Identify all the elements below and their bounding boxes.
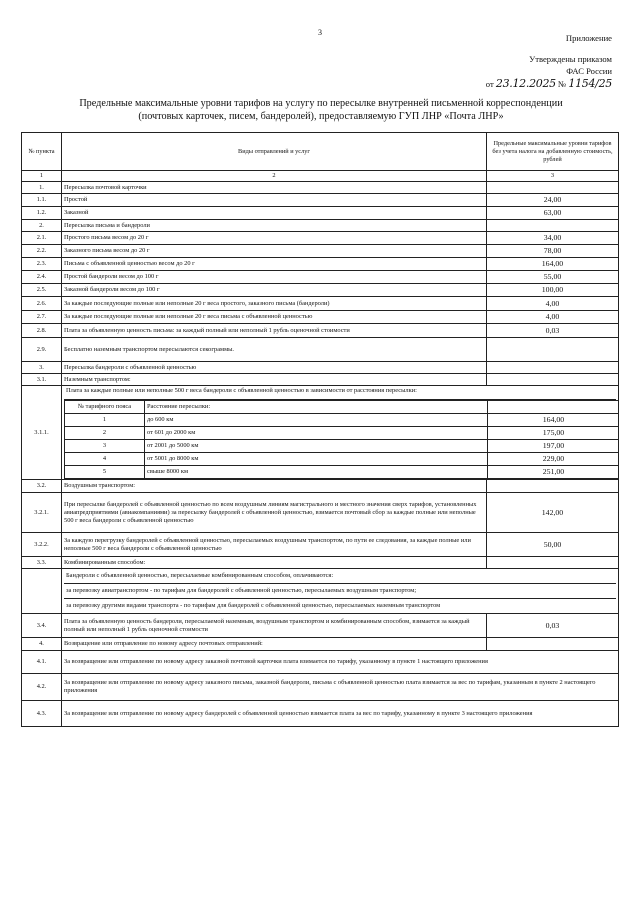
belt-number: 3 [65, 440, 145, 453]
tariff-price [487, 374, 619, 386]
belt-price: 251,00 [488, 466, 619, 479]
tariff-price [487, 638, 619, 651]
service-text: Пересылка почтовой карточки [62, 182, 487, 194]
item-number: 3.2.1. [22, 493, 62, 533]
table-row-3-2-1 [22, 493, 619, 533]
table-row-4-3 [22, 701, 619, 727]
service-text: Простой бандероли весом до 100 г [62, 271, 487, 284]
col-number: 1 [22, 171, 62, 182]
table-row-2-2 [22, 245, 619, 258]
table-row-3-4 [22, 614, 619, 638]
table-row-4 [22, 638, 619, 651]
service-text: Простой [62, 194, 487, 207]
tariff-price: 24,00 [487, 194, 619, 207]
item-number: 2.1. [22, 232, 62, 245]
item-number: 3.1. [22, 374, 62, 386]
belt-distance: от 5001 до 8000 км [145, 453, 488, 466]
table-row-3-2 [22, 480, 619, 493]
combined-line-3: за перевозку другими видами транспорта - по тарифам для бандеролей с объявленной ценностью, пересылаемых наземным транспортом [66, 602, 441, 609]
service-text: Плата за объявленную ценность письма: за каждый полный или неполный 1 рубль оценочной стоимости [62, 324, 487, 338]
belt-number-header: № тарифного пояса [65, 401, 145, 414]
header-tariff-level: Предельные максимальные уровни тарифов без учета налога на добавленную стоимость, рублей [487, 133, 619, 171]
item-number: 3.2. [22, 480, 62, 493]
service-text: При пересылке бандеролей с объявленной ценностью по всем воздушным линиям магистрального и местного значения сверх тарифов, установленных авиапредприятиями (авиакомпаниями) за пересылку бандеролей с объявленной ценностью, взимается почтовый сбор за каждые полные или неполные 500 г веса бандероли с объявленной ценностью [62, 493, 487, 533]
service-text: Плата за объявленную ценность бандероли, пересылаемой наземным, воздушным транспортом и комбинированным способом, взимается за каждый полный или неполный 1 рубль оценочной стоимости [62, 614, 487, 638]
tariff-price: 142,00 [487, 493, 619, 533]
order-number: 1154/25 [568, 76, 612, 90]
tariff-price: 4,00 [487, 311, 619, 324]
header-service-type: Виды отправлений и услуг [62, 133, 487, 171]
table-row-3 [22, 362, 619, 374]
item-number: 4.3. [22, 701, 62, 727]
tariff-price: 4,00 [487, 297, 619, 311]
order-date-line [472, 78, 612, 94]
service-text: Наземным транспортом: [62, 374, 487, 386]
table-row-2-6 [22, 297, 619, 311]
item-number: 2.7. [22, 311, 62, 324]
combined-line-2: за перевозку авиатранспортом - по тарифам для бандеролей с объявленной ценностью, пересылаемых воздушным транспортом; [64, 584, 616, 599]
item-number: 2.5. [22, 284, 62, 297]
tariff-belt-table [64, 400, 619, 479]
service-text: За каждые последующие полные или неполные 20 г веса письма с объявленной ценностью [62, 311, 487, 324]
tariff-price: 55,00 [487, 271, 619, 284]
service-text: Пересылка бандероли с объявленной ценностью [62, 362, 487, 374]
item-number: 3.4. [22, 614, 62, 638]
table-row-2 [22, 220, 619, 232]
tariff-price [487, 480, 619, 493]
table-row-3-1-1 [22, 386, 619, 480]
belt-price: 164,00 [488, 414, 619, 427]
number-prefix: № [558, 78, 567, 89]
item-number: 1.1. [22, 194, 62, 207]
tariff-price: 34,00 [487, 232, 619, 245]
service-text: Заказного письма весом до 20 г [62, 245, 487, 258]
tariff-price [487, 338, 619, 362]
tariff-price: 0,03 [487, 324, 619, 338]
belt-price: 229,00 [488, 453, 619, 466]
appendix-label: Приложение [565, 33, 612, 43]
item-number: 2.4. [22, 271, 62, 284]
table-row-4-2 [22, 674, 619, 701]
tariff-price: 100,00 [487, 284, 619, 297]
title-line-1: Предельные максимальные уровни тарифов на услугу по пересылке внутренней письменной корреспонденции [79, 98, 563, 109]
service-text: За возвращение или отправление по новому адресу заказного письма, заказной бандероли, письма с объявленной ценностью плата взимается за вес по тарифам, указанным в пункте 2 настоящего приложения [62, 674, 619, 701]
item-number: 3. [22, 362, 62, 374]
item-number: 3.3. [22, 557, 62, 569]
service-text: Плата за каждые полные или неполные 500 г веса бандероли с объявленной ценностью в зависимости от расстояния пересылки: [64, 386, 616, 400]
belt-number: 1 [65, 414, 145, 427]
belt-row-3 [65, 440, 619, 453]
item-number: 2.6. [22, 297, 62, 311]
tariff-price: 50,00 [487, 533, 619, 557]
approved-line-1: Утверждены приказом [529, 53, 612, 64]
table-row-4-1 [22, 651, 619, 674]
col-number: 3 [487, 171, 619, 182]
table-row-2-5 [22, 284, 619, 297]
table-row-2-4 [22, 271, 619, 284]
distance-header: Расстояние пересылки: [145, 401, 488, 414]
tariff-price: 63,00 [487, 207, 619, 220]
table-row-1-1 [22, 194, 619, 207]
service-text: Заказной бандероли весом до 100 г [62, 284, 487, 297]
belt-header-row [65, 401, 619, 414]
title-line-2: (почтовых карточек, писем, бандеролей), предоставляемую ГУП ЛНР «Почта ЛНР» [138, 111, 504, 122]
item-number: 1.2. [22, 207, 62, 220]
service-text: Воздушным транспортом: [62, 480, 487, 493]
table-row-combined [22, 569, 619, 614]
belt-row-4 [65, 453, 619, 466]
service-text: Комбинированным способом: [62, 557, 487, 569]
belt-distance: свыше 8000 км [145, 466, 488, 479]
column-number-row [22, 171, 619, 182]
belt-number: 5 [65, 466, 145, 479]
tariff-price: 78,00 [487, 245, 619, 258]
service-text: За каждую перегрузку бандеролей с объявленной ценностью, пересылаемых воздушным транспортом, по пути ее следования, за каждые полные или неполные 500 г веса бандероли с объявленной ценностью [62, 533, 487, 557]
belt-row-2 [65, 427, 619, 440]
belt-distance: до 600 км [145, 414, 488, 427]
service-text: Заказной [62, 207, 487, 220]
belt-number: 2 [65, 427, 145, 440]
tariff-price [487, 362, 619, 374]
tariff-price [487, 182, 619, 194]
service-text: Простого письма весом до 20 г [62, 232, 487, 245]
page-number: 3 [318, 28, 322, 37]
tariff-price [487, 557, 619, 569]
table-row-2-9 [22, 338, 619, 362]
service-text: За возвращение или отправление по новому адресу бандеролей с объявленной ценностью взимается плата за вес по тарифу, указанному в пункте 3 настоящего приложения [62, 701, 619, 727]
date-prefix: от [485, 78, 494, 89]
item-number: 4.2. [22, 674, 62, 701]
service-text: Пересылка письма и бандероли [62, 220, 487, 232]
service-text: За каждые последующие полные или неполные 20 г веса простого, заказного письма (бандероли) [62, 297, 487, 311]
service-text: Возвращение или отправление по новому адресу почтовых отправлений: [62, 638, 487, 651]
belt-number: 4 [65, 453, 145, 466]
table-row-1-2 [22, 207, 619, 220]
belt-distance: от 601 до 2000 км [145, 427, 488, 440]
table-row-2-1 [22, 232, 619, 245]
appendix-stamp [472, 32, 612, 94]
item-number: 2. [22, 220, 62, 232]
table-header-row [22, 133, 619, 171]
item-number: 3.1.1. [22, 386, 62, 480]
belt-row-5 [65, 466, 619, 479]
table-row-1 [22, 182, 619, 194]
order-date: 23.12.2025 [495, 76, 556, 90]
table-row-2-8 [22, 324, 619, 338]
header-item-number: № пункта [22, 133, 62, 171]
belt-price: 175,00 [488, 427, 619, 440]
table-row-3-3 [22, 557, 619, 569]
approved-line-2: ФАС России [566, 66, 612, 77]
item-number: 1. [22, 182, 62, 194]
belt-row-1 [65, 414, 619, 427]
service-text: Письма с объявленной ценностью весом до 20 г [62, 258, 487, 271]
item-number: 4.1. [22, 651, 62, 674]
item-number: 2.8. [22, 324, 62, 338]
belt-price: 197,00 [488, 440, 619, 453]
document-title [40, 97, 602, 123]
item-number: 2.9. [22, 338, 62, 362]
tariff-price: 0,03 [487, 614, 619, 638]
col-number: 2 [62, 171, 487, 182]
table-row-3-2-2 [22, 533, 619, 557]
service-text: Бесплатно наземным транспортом пересылаются секограммы. [62, 338, 487, 362]
tariff-price: 164,00 [487, 258, 619, 271]
item-number: 2.3. [22, 258, 62, 271]
table-row-3-1 [22, 374, 619, 386]
item-number: 4. [22, 638, 62, 651]
item-number: 2.2. [22, 245, 62, 258]
item-number: 3.2.2. [22, 533, 62, 557]
table-row-2-3 [22, 258, 619, 271]
belt-distance: от 2001 до 5000 км [145, 440, 488, 453]
tariff-table [21, 132, 619, 727]
combined-line-1: Бандероли с объявленной ценностью, пересылаемые комбинированным способом, оплачиваются: [64, 569, 616, 584]
service-text: За возвращение или отправление по новому адресу заказной почтовой карточки плата взимается по тарифу, указанному в пункте 1 настоящего приложения [62, 651, 619, 674]
table-row-2-7 [22, 311, 619, 324]
tariff-price [487, 220, 619, 232]
